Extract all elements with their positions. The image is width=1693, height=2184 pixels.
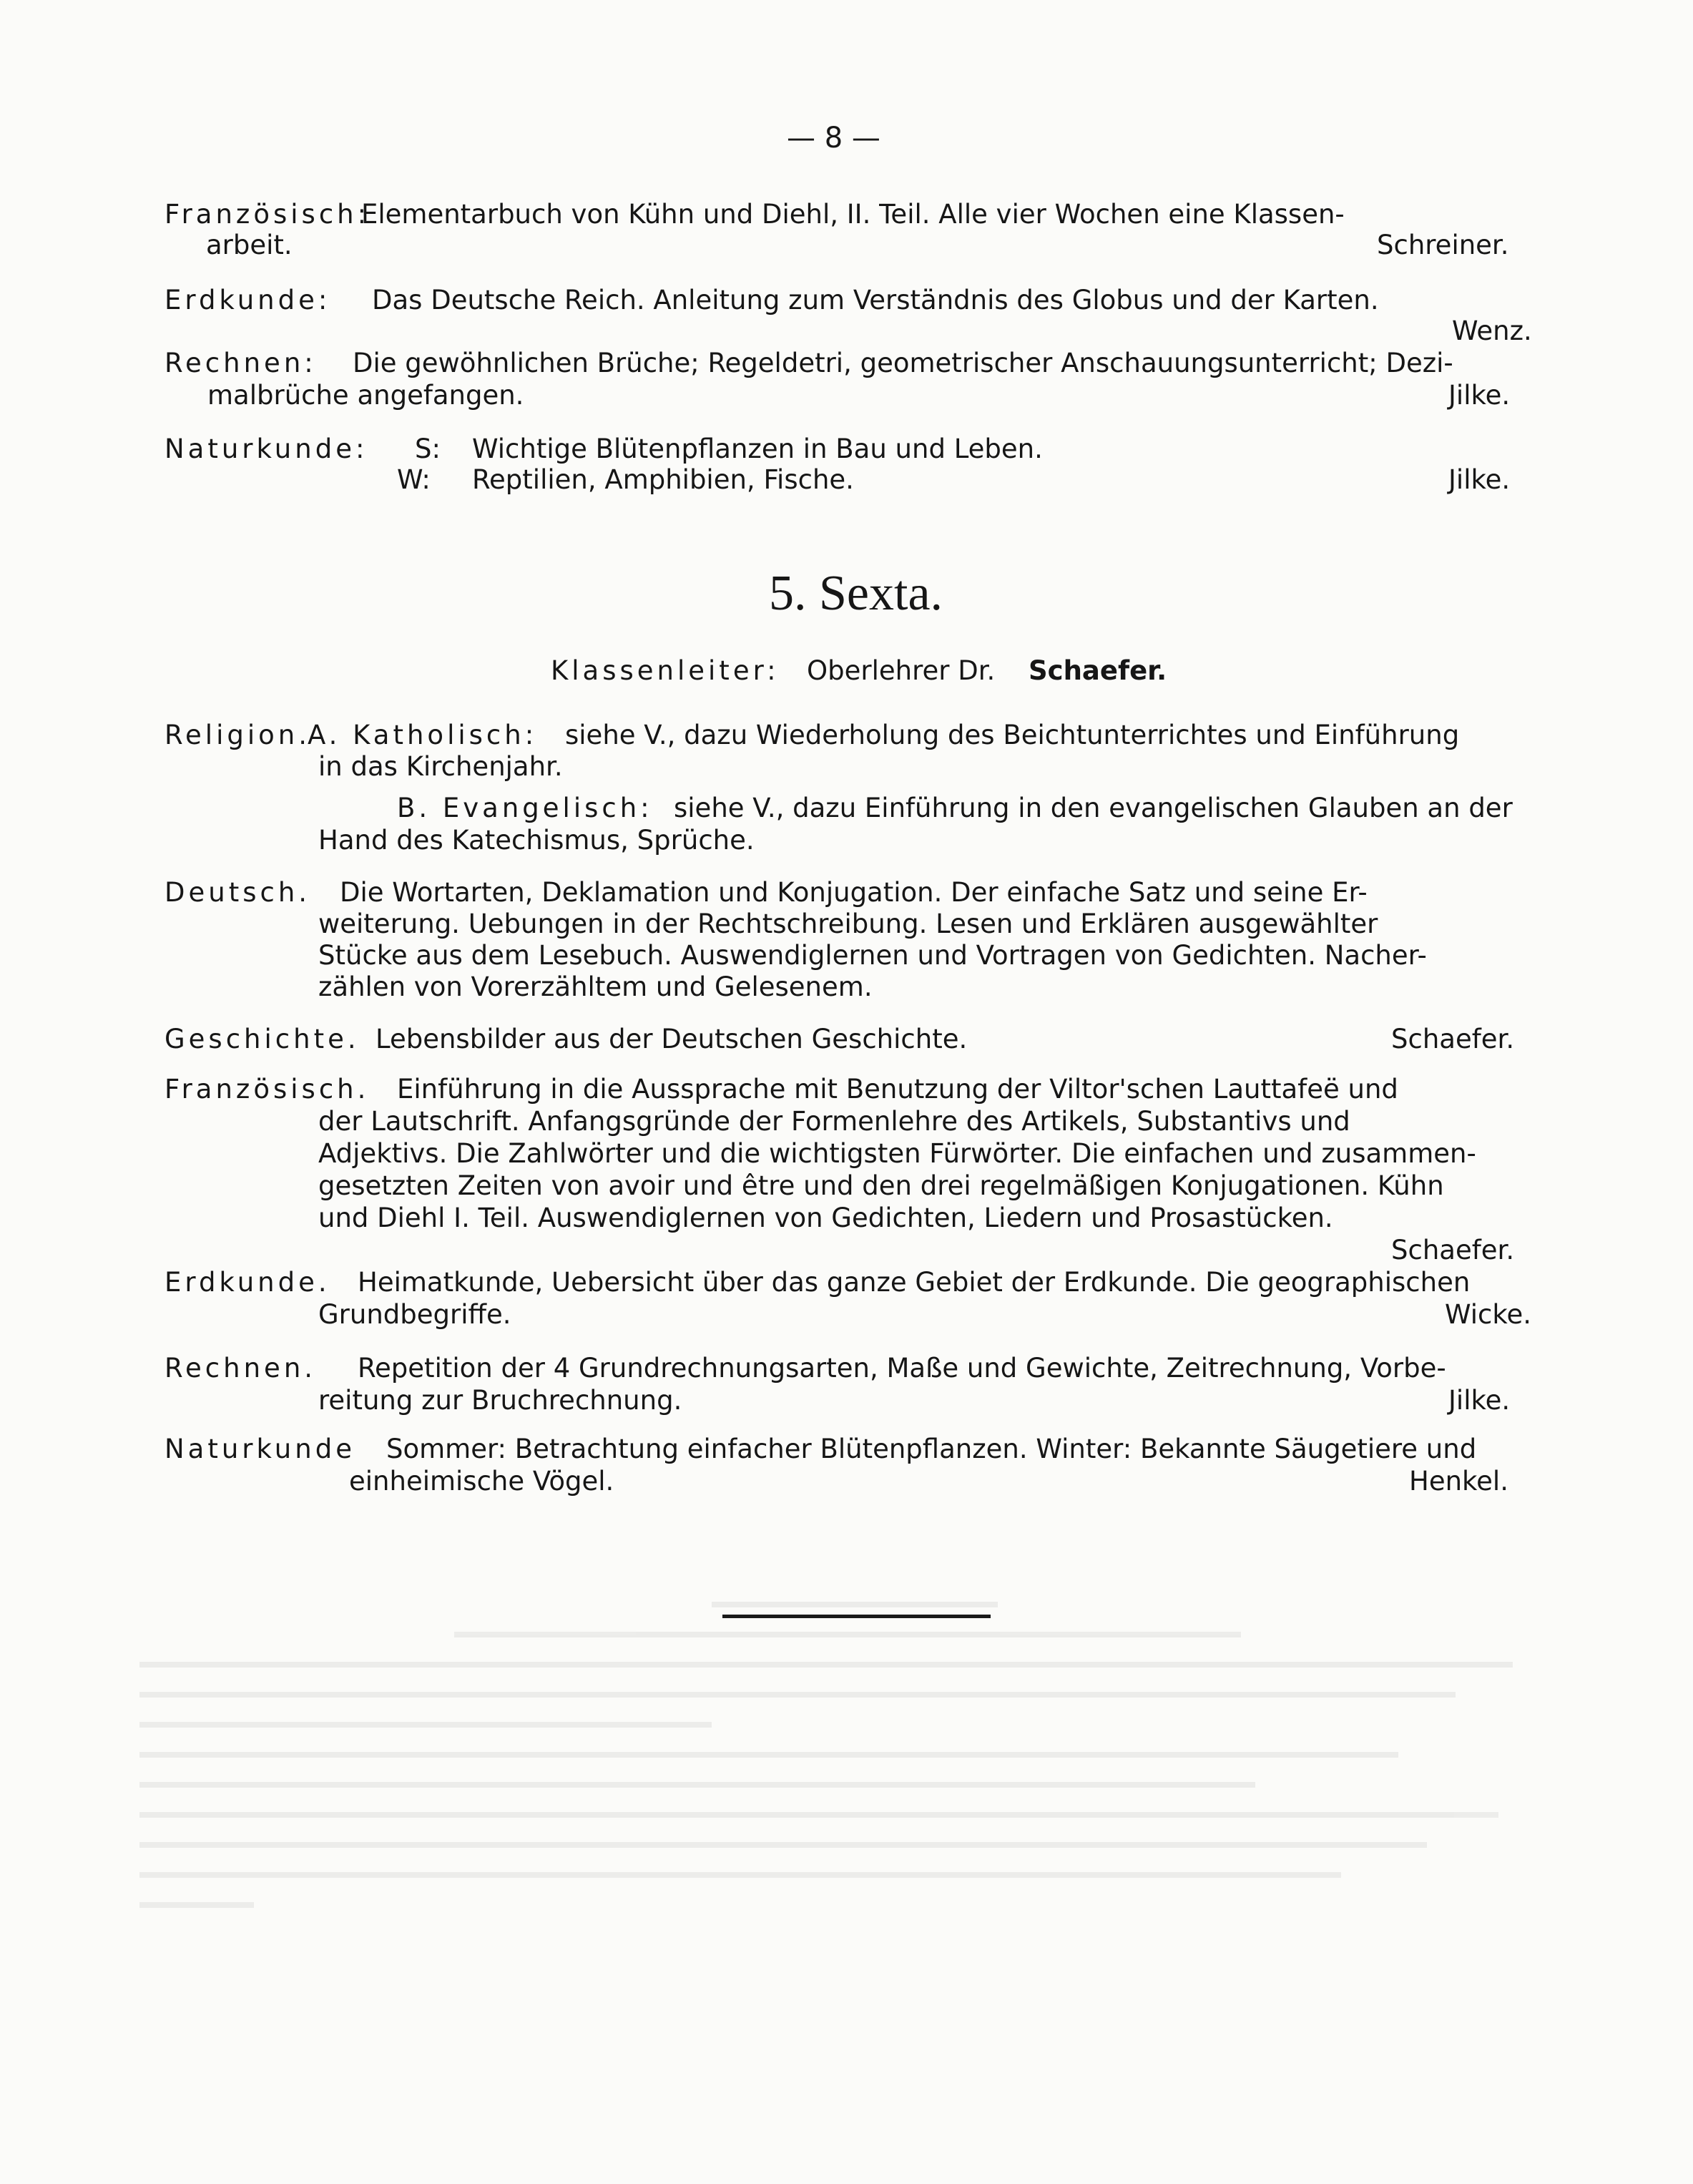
subject-label-rechnen-prev: Rechnen: <box>165 348 317 378</box>
teacher-name: Schaefer. <box>1391 1235 1515 1265</box>
religion-b-line1: siehe V., dazu Einführung in den evangelischen Glauben an der <box>674 793 1513 823</box>
teacher-name: Jilke. <box>1448 1385 1511 1416</box>
franzoesisch-prev-line1: Elementarbuch von Kühn und Diehl, II. Teil. Alle vier Wochen eine Klassen- <box>361 199 1345 230</box>
religion-a-label: A. Katholisch: <box>308 720 538 750</box>
subject-label-deutsch: Deutsch. <box>165 877 311 908</box>
klassenleiter-text: Oberlehrer Dr. <box>807 655 996 686</box>
bleed-through-texture <box>139 1577 1570 1978</box>
teacher-name: Wicke. <box>1445 1299 1532 1330</box>
deutsch-line3: Stücke aus dem Lesebuch. Auswendiglernen und Vortragen von Gedichten. Nacher- <box>318 940 1427 971</box>
klassenleiter-name: Schaefer. <box>1029 655 1167 686</box>
rechnen-line2: reitung zur Bruchrechnung. <box>318 1385 682 1416</box>
subject-label-erdkunde: Erdkunde. <box>165 1267 330 1298</box>
franzoesisch-line4: gesetzten Zeiten von avoir und être und den drei regelmäßigen Konjugationen. Kühn <box>318 1170 1444 1201</box>
klassenleiter-label: Klassenleiter: <box>551 655 780 686</box>
teacher-name: Wenz. <box>1452 315 1532 346</box>
teacher-name: Jilke. <box>1448 464 1511 495</box>
naturkunde-line2: einheimische Vögel. <box>349 1466 614 1497</box>
subject-label-naturkunde: Naturkunde <box>165 1434 355 1464</box>
franzoesisch-line2: der Lautschrift. Anfangsgründe der Formenlehre des Artikels, Substantivs und <box>318 1106 1350 1137</box>
deutsch-line1: Die Wortarten, Deklamation und Konjugation. Der einfache Satz und seine Er- <box>340 877 1368 908</box>
franzoesisch-prev-line2: arbeit. <box>206 230 293 260</box>
religion-b-label: B. Evangelisch: <box>397 793 653 823</box>
teacher-name: Schreiner. <box>1377 230 1509 260</box>
rechnen-line1: Repetition der 4 Grundrechnungsarten, Maße und Gewichte, Zeitrechnung, Vorbe- <box>358 1353 1446 1384</box>
deutsch-line4: zählen von Vorerzähltem und Gelesenem. <box>318 971 873 1002</box>
naturkunde-prev-w-text: Reptilien, Amphibien, Fische. <box>472 464 854 495</box>
subject-label-naturkunde-prev: Naturkunde: <box>165 434 368 464</box>
franzoesisch-line5: und Diehl I. Teil. Auswendiglernen von Gedichten, Liedern und Prosastücken. <box>318 1203 1333 1233</box>
subject-label-franzoesisch: Französisch. <box>165 1074 370 1105</box>
subject-label-rechnen: Rechnen. <box>165 1353 317 1384</box>
geschichte-line1: Lebensbilder aus der Deutschen Geschichte. <box>376 1024 968 1054</box>
subject-label-religion: Religion. <box>165 720 310 750</box>
deutsch-line2: weiterung. Uebungen in der Rechtschreibung. Lesen und Erklären ausgewählter <box>318 909 1378 939</box>
religion-a-line2: in das Kirchenjahr. <box>318 751 563 782</box>
subject-label-franzoesisch-prev: Französisch: <box>165 199 371 230</box>
erdkunde-prev-line1: Das Deutsche Reich. Anleitung zum Verständnis des Globus und der Karten. <box>372 285 1379 315</box>
erdkunde-line2: Grundbegriffe. <box>318 1299 511 1330</box>
religion-b-line2: Hand des Katechismus, Sprüche. <box>318 825 755 856</box>
teacher-name: Schaefer. <box>1391 1024 1515 1054</box>
religion-a-line1: siehe V., dazu Wiederholung des Beichtunterrichtes und Einführung <box>565 720 1460 750</box>
franzoesisch-line1: Einführung in die Aussprache mit Benutzung der Viltor'schen Lauttafeë und <box>397 1074 1398 1105</box>
teacher-name: Jilke. <box>1448 380 1511 411</box>
teacher-name: Henkel. <box>1409 1466 1508 1497</box>
subject-label-geschichte: Geschichte. <box>165 1024 360 1054</box>
rechnen-prev-line2: malbrüche angefangen. <box>207 380 524 411</box>
subject-label-erdkunde-prev: Erdkunde: <box>165 285 331 315</box>
naturkunde-prev-s-label: S: <box>415 434 441 464</box>
erdkunde-line1: Heimatkunde, Uebersicht über das ganze Gebiet der Erdkunde. Die geographischen <box>358 1267 1471 1298</box>
naturkunde-line1: Sommer: Betrachtung einfacher Blütenpflanzen. Winter: Bekannte Säugetiere und <box>386 1434 1477 1464</box>
franzoesisch-line3: Adjektivs. Die Zahlwörter und die wichtigsten Fürwörter. Die einfachen und zusammen- <box>318 1138 1476 1169</box>
page-number: — 8 — <box>787 122 880 155</box>
naturkunde-prev-w-label: W: <box>397 464 431 495</box>
naturkunde-prev-s-text: Wichtige Blütenpflanzen in Bau und Leben. <box>472 434 1043 464</box>
rechnen-prev-line1: Die gewöhnlichen Brüche; Regeldetri, geometrischer Anschauungsunterricht; Dezi- <box>353 348 1453 378</box>
section-title: 5. Sexta. <box>769 566 943 621</box>
